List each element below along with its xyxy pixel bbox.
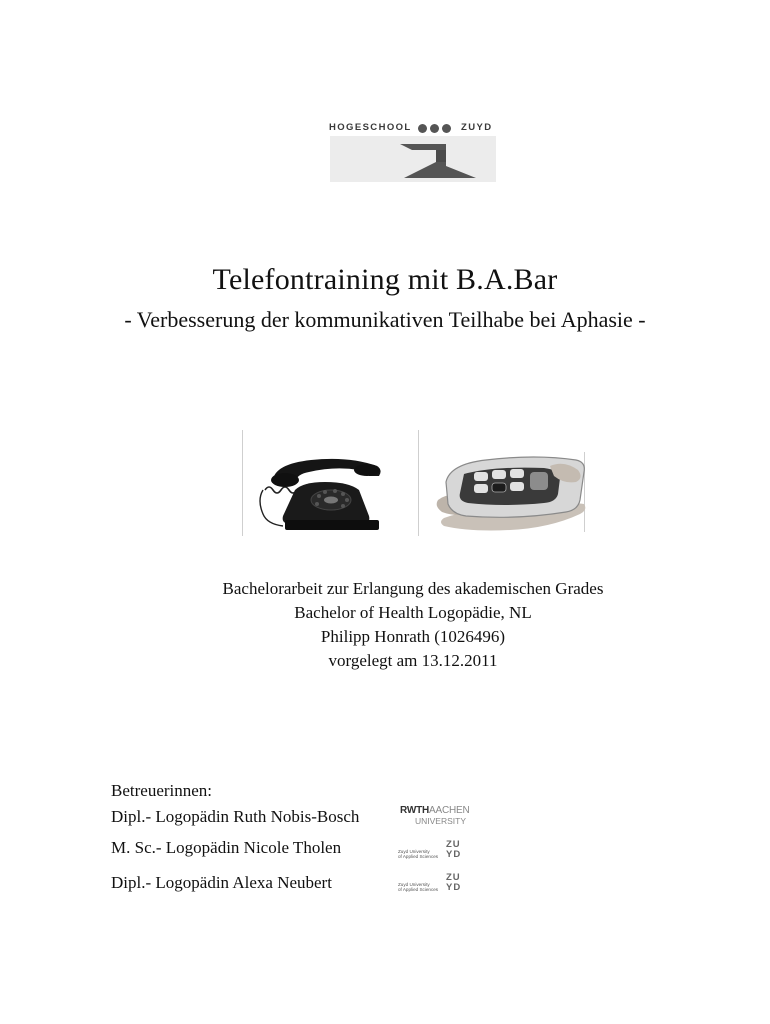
supervisor-name: M. Sc.- Logopädin Nicole Tholen (111, 838, 342, 857)
logo-z-mark-icon (398, 136, 478, 182)
hogeschool-zuyd-logo (328, 120, 498, 184)
thesis-author-line: Philipp Honrath (1026496) (320, 627, 506, 646)
supervisor-name: Dipl.- Logopädin Alexa Neubert (111, 873, 332, 892)
zuyd-logo-line2: of Applied Sciences (398, 854, 439, 859)
zuyd-logo-line1: Zuyd University (398, 882, 430, 887)
image-divider-left (242, 430, 243, 536)
mobile-phone-in-hand-icon (434, 452, 588, 532)
thesis-date-line: vorgelegt am 13.12.2011 (328, 651, 498, 670)
zuyd-logo-mark-bottom: YD (446, 882, 462, 893)
supervisors-label: Betreuerinnen: (111, 781, 213, 800)
zuyd-logo-mark-top: ZU (446, 872, 461, 883)
logo-word-zuyd: ZUYD (461, 122, 493, 133)
document-title: Telefontraining mit B.A.Bar (212, 263, 558, 296)
zuyd-logo-line2: of Applied Sciences (398, 887, 439, 892)
zuyd-logo-line1: Zuyd University (398, 849, 430, 854)
document-subtitle: - Verbesserung der kommunikativen Teilhabe bei Aphasie - (124, 307, 646, 332)
image-divider-middle (418, 430, 419, 536)
rwth-logo-university: UNIVERSITY (415, 816, 467, 826)
supervisor-name: Dipl.- Logopädin Ruth Nobis-Bosch (111, 807, 360, 826)
zuyd-logo-mark-bottom: YD (446, 849, 462, 860)
rwth-logo-aachen: AACHEN (429, 805, 470, 816)
rotary-telephone-icon (255, 450, 385, 534)
logo-word-hogeschool: HOGESCHOOL (329, 122, 412, 133)
rwth-logo-word: RWTH (400, 805, 430, 816)
zuyd-logo-mark-top: ZU (446, 839, 461, 850)
rwth-aachen-logo (400, 805, 470, 828)
thesis-degree-line: Bachelorarbeit zur Erlangung des akademischen Grades (222, 579, 604, 598)
logo-dots (418, 124, 458, 133)
zuyd-university-logo (398, 840, 468, 862)
thesis-program-line: Bachelor of Health Logopädie, NL (294, 603, 532, 622)
zuyd-university-logo (398, 873, 468, 895)
